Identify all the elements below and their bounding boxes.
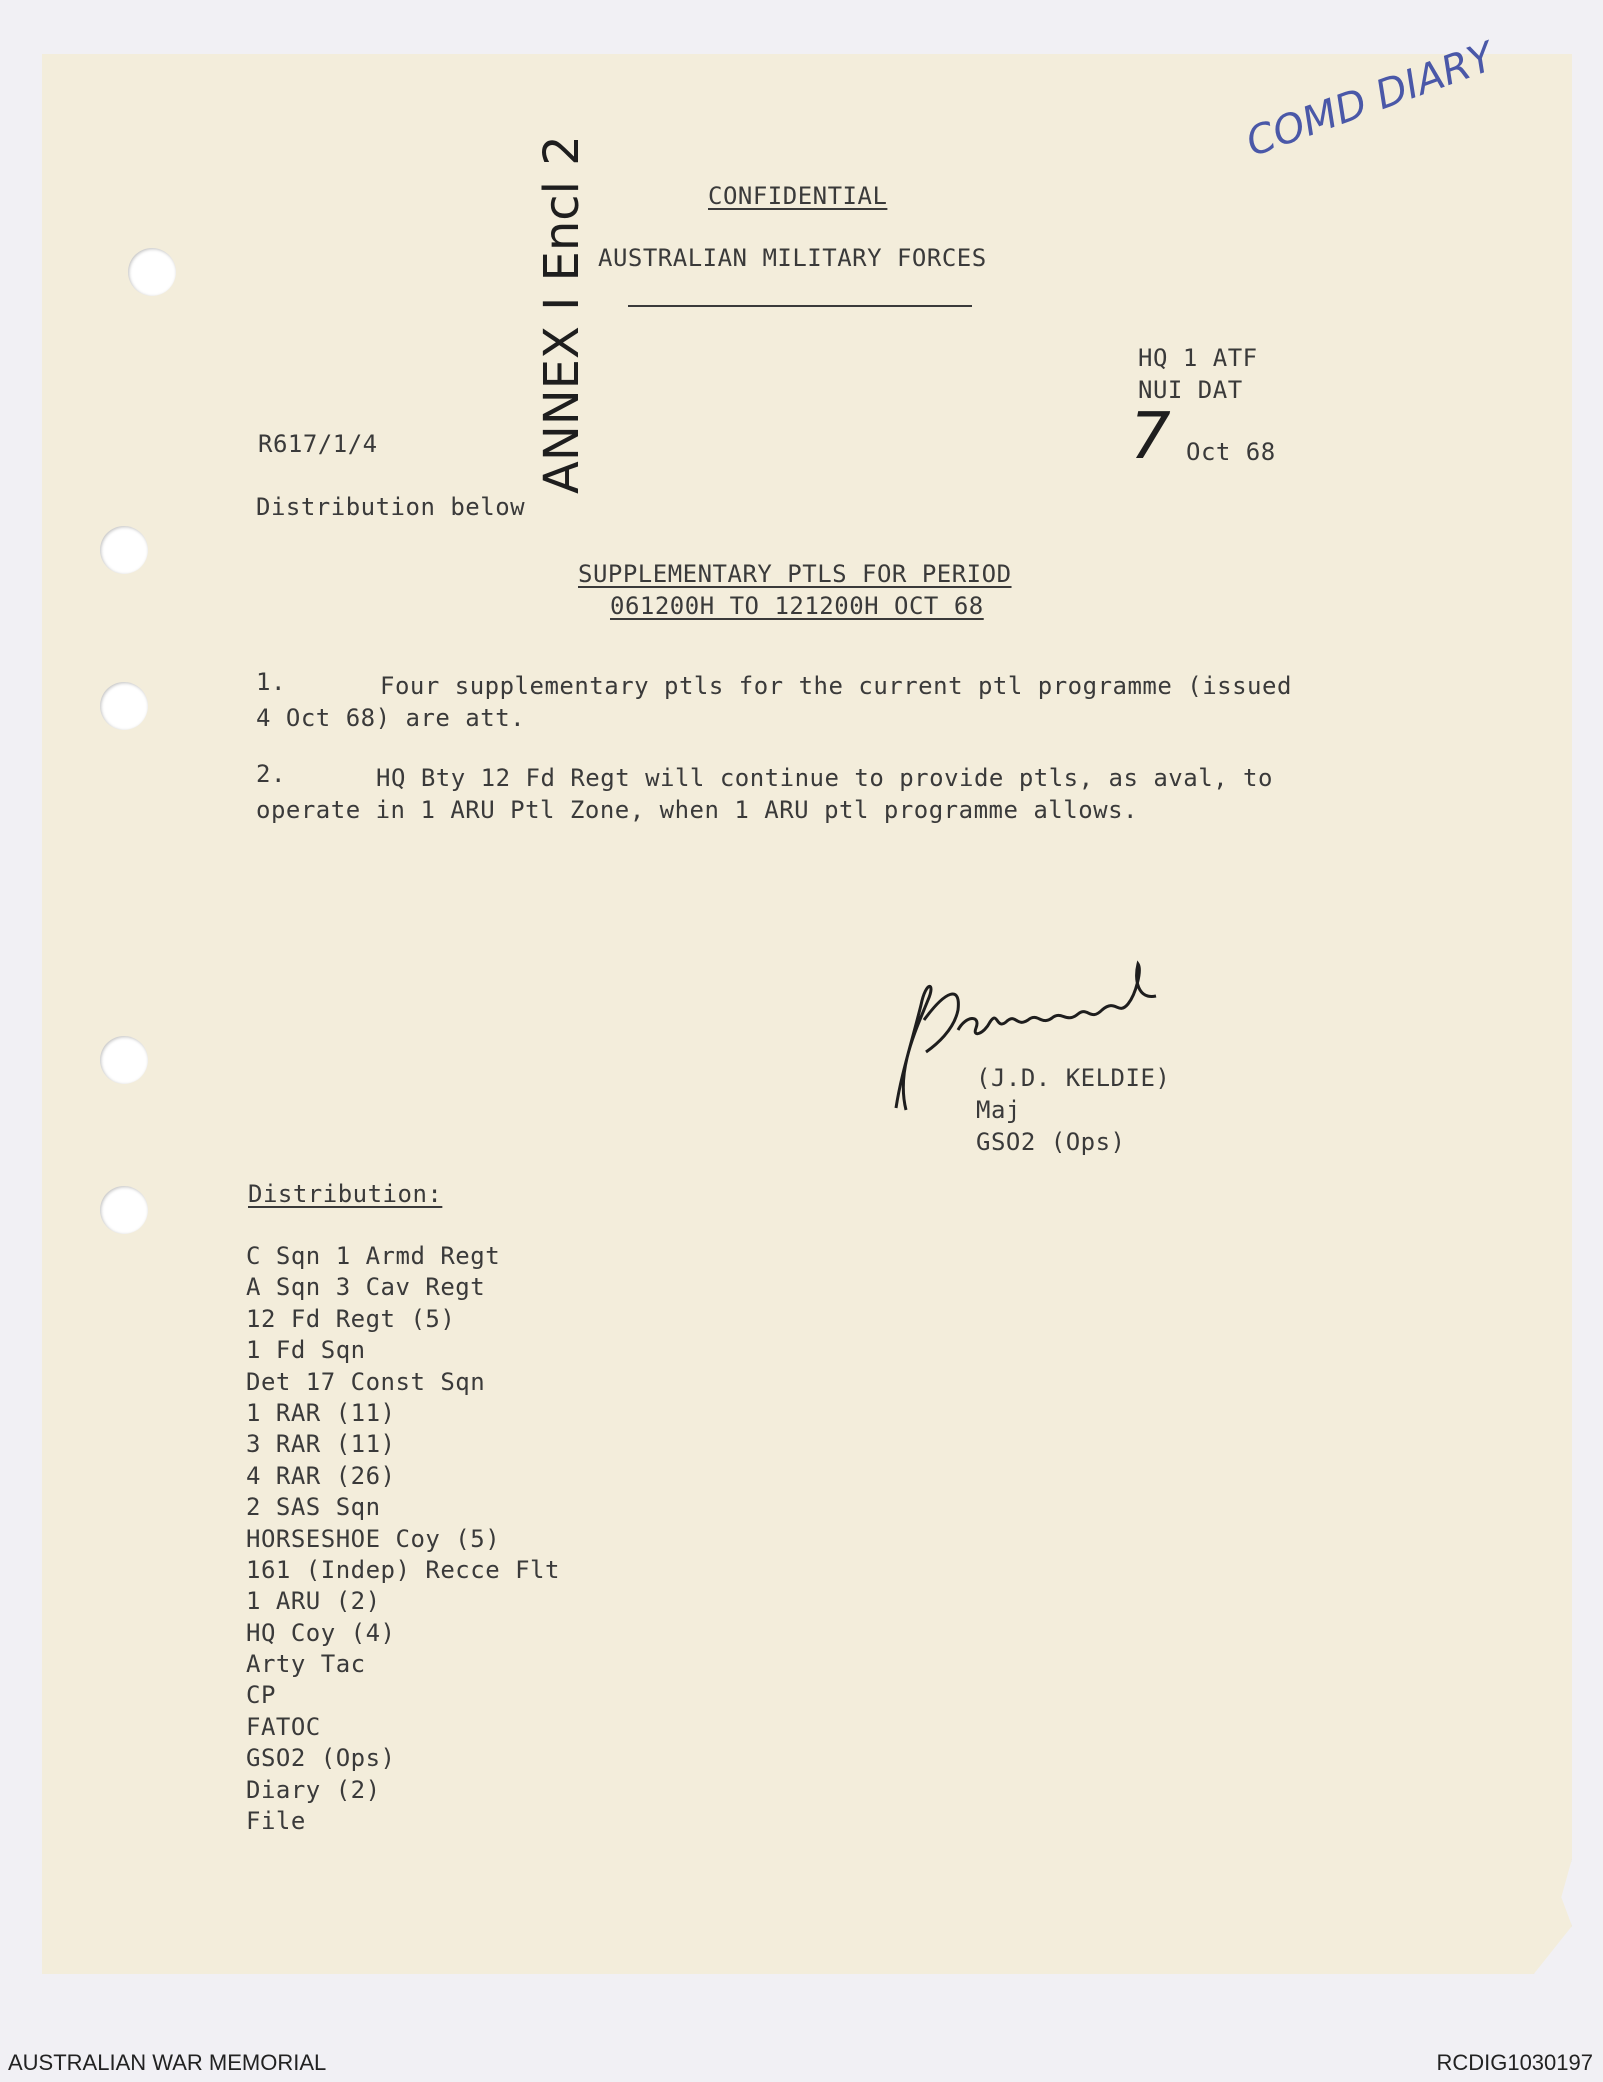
distribution-heading: Distribution: — [248, 1180, 443, 1208]
list-item: FATOC — [246, 1712, 321, 1741]
distribution-note: Distribution below — [256, 493, 526, 521]
list-item: 161 (Indep) Recce Flt — [246, 1555, 560, 1584]
organisation-heading: AUSTRALIAN MILITARY FORCES — [598, 244, 987, 272]
sender-line-1: HQ 1 ATF — [1138, 344, 1258, 372]
footer-id: RCDIG1030197 — [1436, 2050, 1593, 2075]
distribution-list — [246, 1242, 560, 1838]
signatory-name: (J.D. KELDIE) — [976, 1064, 1171, 1092]
paragraph-2-text: HQ Bty 12 Fd Regt will continue to provide ptls, as aval, to operate in 1 ARU Ptl Zone, when 1 ARU ptl programme allows. — [256, 764, 1273, 824]
punch-hole — [100, 1036, 148, 1084]
subject-line-1: SUPPLEMENTARY PTLS FOR PERIOD — [578, 560, 1012, 588]
list-item: Diary (2) — [246, 1775, 381, 1804]
handwritten-comd-diary: COMD DIARY — [1240, 33, 1500, 166]
list-item: 3 RAR (11) — [246, 1430, 396, 1459]
classification-heading: CONFIDENTIAL — [708, 182, 888, 210]
handwritten-date-day: 7 — [1130, 400, 1171, 474]
list-item: HORSESHOE Coy (5) — [246, 1524, 501, 1553]
list-item: Arty Tac — [246, 1650, 366, 1679]
punch-hole — [100, 526, 148, 574]
signatory-rank: Maj — [976, 1096, 1021, 1124]
date-suffix: Oct 68 — [1186, 438, 1276, 466]
list-item: 2 SAS Sqn — [246, 1493, 381, 1522]
list-item: File — [246, 1807, 306, 1836]
list-item: C Sqn 1 Armd Regt — [246, 1242, 501, 1270]
list-item: 1 Fd Sqn — [246, 1336, 366, 1365]
list-item: CP — [246, 1681, 276, 1710]
punch-hole — [128, 248, 176, 296]
footer-source: AUSTRALIAN WAR MEMORIAL — [8, 2050, 327, 2075]
sender-line-2: NUI DAT — [1138, 376, 1243, 404]
paragraph-number: 2. — [256, 760, 286, 788]
list-item: HQ Coy (4) — [246, 1618, 396, 1647]
list-item: Det 17 Const Sqn — [246, 1367, 486, 1396]
list-item: 1 RAR (11) — [246, 1398, 396, 1427]
subject-line-2: 061200H TO 121200H OCT 68 — [610, 592, 984, 620]
list-item: GSO2 (Ops) — [246, 1744, 396, 1773]
list-item: 12 Fd Regt (5) — [246, 1304, 456, 1333]
handwritten-annex-annotation: ANNEX I Encl 2 — [534, 135, 590, 494]
list-item: A Sqn 3 Cav Regt — [246, 1273, 486, 1302]
signatory-appointment: GSO2 (Ops) — [976, 1128, 1126, 1156]
list-item: 1 ARU (2) — [246, 1587, 381, 1616]
punch-hole — [100, 1186, 148, 1234]
punch-hole — [100, 682, 148, 730]
list-item: 4 RAR (26) — [246, 1461, 396, 1490]
paragraph-number: 1. — [256, 668, 286, 696]
header-rule — [628, 305, 972, 307]
signature-graphic — [866, 960, 1206, 1120]
paragraph-1-text: Four supplementary ptls for the current ptl programme (issued 4 Oct 68) are att. — [256, 672, 1292, 732]
file-reference: R617/1/4 — [258, 430, 378, 458]
